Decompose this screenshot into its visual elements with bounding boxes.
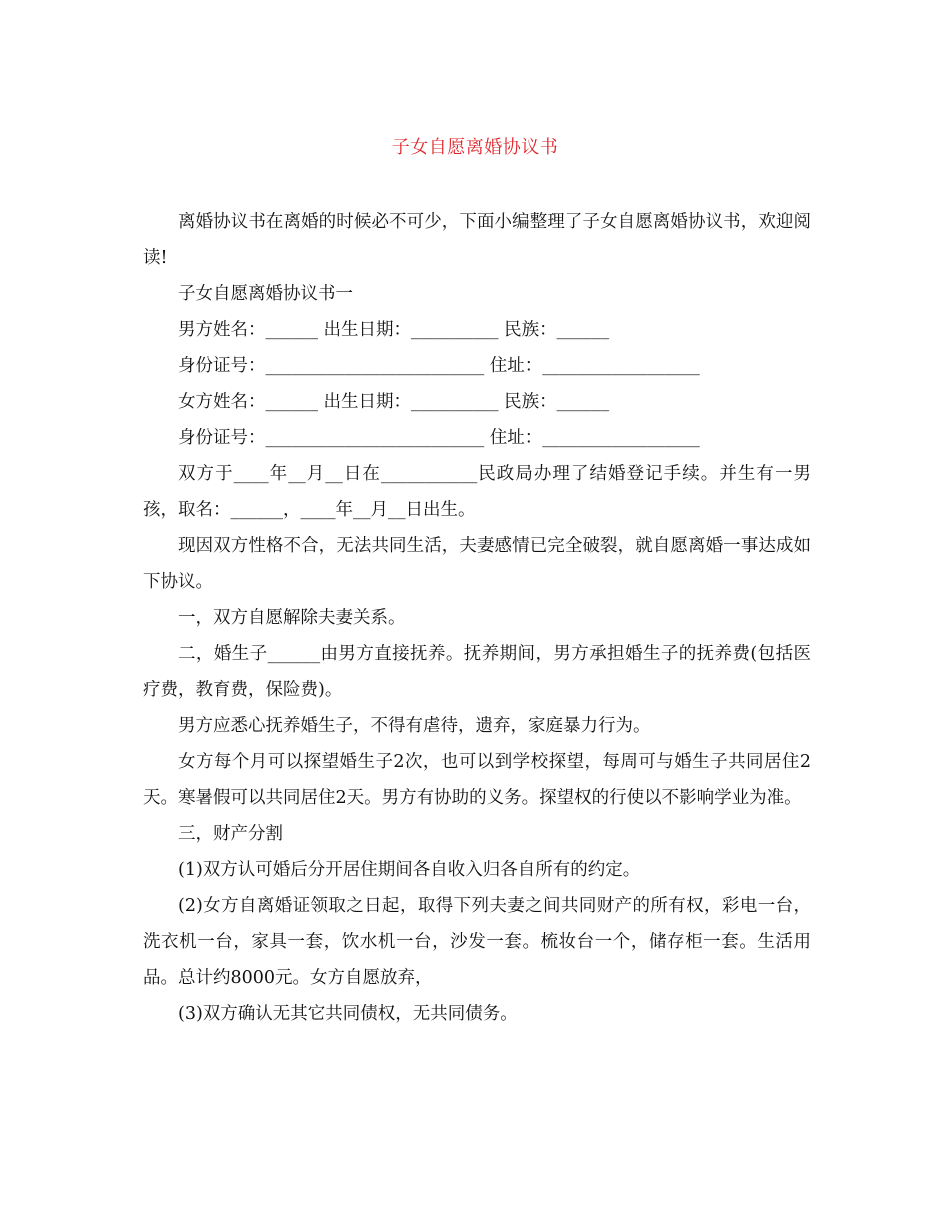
clause-two: 二，婚生子______由男方直接抚养。抚养期间，男方承担婚生子的抚养费(包括医疗费，教育费，保险费)。 [143,644,811,700]
paragraph-marriage-registration: 双方于____年__月__日在___________民政局办理了结婚登记手续。并生有一男孩，取名：______，____年__月__日出生。 [143,464,811,520]
document-body [143,204,811,1032]
clause-three: 三，财产分割 [178,824,283,844]
paragraph-custody-duty: 男方应悉心抚养婚生子，不得有虐待，遗弃，家庭暴力行为。 [178,716,651,736]
paragraph-divorce-reason: 现因双方性格不合，无法共同生活，夫妻感情已完全破裂，就自愿离婚一事达成如下协议。 [143,536,811,592]
paragraph-intro: 离婚协议书在离婚的时候必不可少，下面小编整理了子女自愿离婚协议书，欢迎阅读! [143,212,811,268]
form-line-male-name: 男方姓名：______ 出生日期：__________ 民族：______ [178,320,610,340]
document-title: 子女自愿离婚协议书 [391,137,559,158]
section-heading: 子女自愿离婚协议书一 [178,284,353,304]
paragraph-visitation: 女方每个月可以探望婚生子2次，也可以到学校探望，每周可与婚生子共同居住2天。寒暑假可以共同居住2天。男方有协助的义务。探望权的行使以不影响学业为准。 [143,752,811,808]
form-line-female-id: 身份证号：_________________________ 住址：__________________ [178,428,700,448]
property-item-1: (1)双方认可婚后分开居住期间各自收入归各自所有的约定。 [178,860,641,880]
property-item-3: (3)双方确认无其它共同债权，无共同债务。 [178,1004,518,1024]
property-item-2: (2)女方自离婚证领取之日起，取得下列夫妻之间共同财产的所有权，彩电一台，洗衣机一台，家具一套，饮水机一台，沙发一套。梳妆台一个，储存柜一套。生活用品。总计约8000元。女方自愿放弃， [143,896,811,988]
clause-one: 一，双方自愿解除夫妻关系。 [178,608,406,628]
form-line-female-name: 女方姓名：______ 出生日期：__________ 民族：______ [178,392,610,412]
form-line-male-id: 身份证号：_________________________ 住址：__________________ [178,356,700,376]
